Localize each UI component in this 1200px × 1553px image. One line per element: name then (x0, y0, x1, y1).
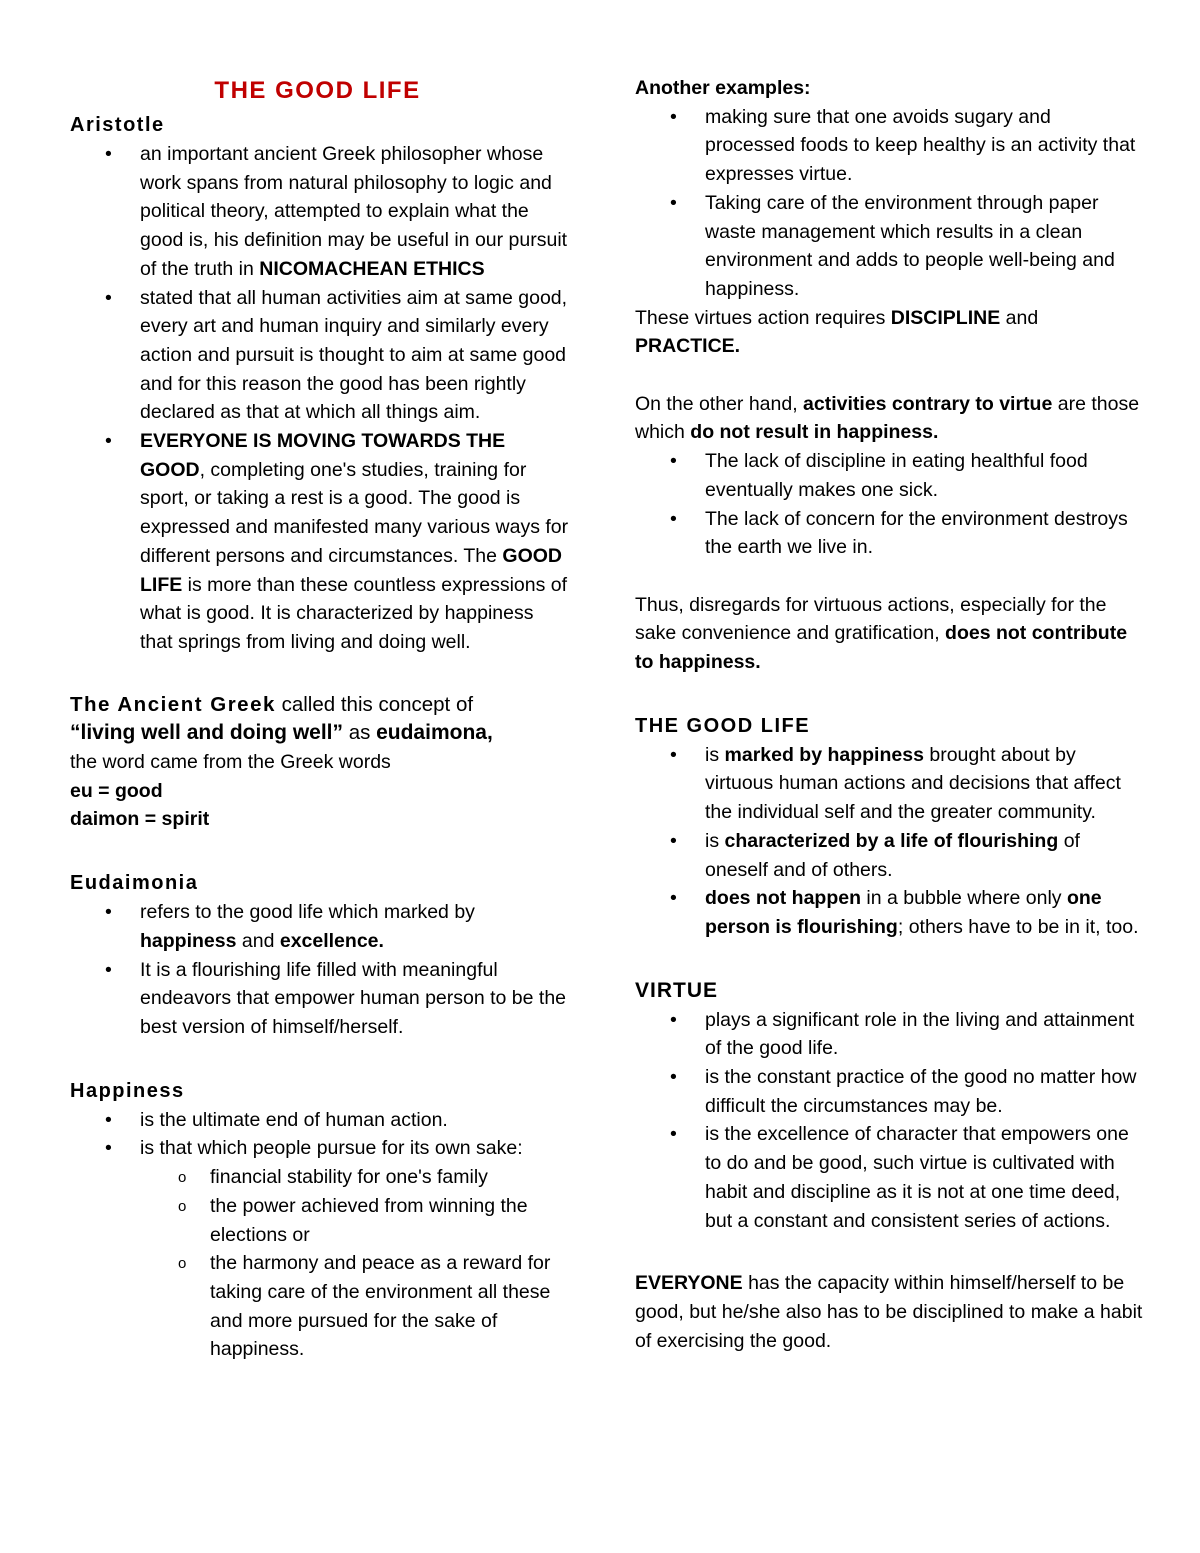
examples-heading: Another examples: (635, 77, 811, 99)
discipline-text: These virtues action requires (635, 306, 886, 329)
contrary-text-2: are those which (635, 392, 1140, 444)
thus-text: Thus, disregards for virtuous actions, especially for the sake convenience and gratification, (635, 593, 1107, 645)
excellence-term: excellence. (279, 929, 384, 952)
list-item (635, 884, 1145, 941)
list-item: • The lack of concern for the environment destroys the earth we live in. (635, 505, 1145, 562)
left-column (70, 74, 570, 1364)
as-word: as (348, 721, 371, 745)
list-item: • making sure that one avoids sugary and processed foods to keep healthy is an activity that expresses virtue. (635, 103, 1145, 189)
aristotle-heading: Aristotle (70, 114, 165, 136)
good-life-bullet-3-text-1: in a bubble where only (866, 887, 1062, 910)
good-life-term: GOOD LIFE (140, 544, 562, 596)
comma: , (486, 721, 493, 745)
eudaimonia-bullet-1-text: refers to the good life which marked by (140, 901, 475, 924)
eudaimonia-heading: Eudaimonia (70, 872, 199, 895)
contrary-text-1: On the other hand, (635, 392, 798, 415)
eu-definition: eu = good (70, 779, 163, 802)
spacer (635, 1235, 1145, 1269)
everyone-paragraph (635, 1269, 1145, 1355)
spacer (70, 657, 570, 691)
eudaimona-term: eudaimona (376, 721, 487, 745)
ancient-greek-text-1: called this concept of (281, 692, 474, 716)
list-item: • The lack of discipline in eating healthful food eventually makes one sick. (635, 447, 1145, 504)
discipline-term: DISCIPLINE (890, 306, 1001, 329)
good-life-bullet-3-text-2: ; others have to be in it, too. (897, 915, 1139, 938)
spacer (70, 834, 570, 868)
spacer (635, 361, 1145, 390)
good-life-heading: THE GOOD LIFE (635, 714, 811, 737)
list-item (70, 956, 570, 1042)
examples-list (635, 103, 1145, 304)
happiness-term: happiness (140, 929, 237, 952)
virtue-heading: VIRTUE (635, 978, 719, 1002)
list-item (70, 427, 570, 657)
right-column (635, 74, 1145, 1355)
aristotle-list (70, 140, 570, 657)
aristotle-bullet-3-text-2: is more than these countless expressions of what is good. It is characterized by happiness that springs from living and doing well. (140, 573, 568, 653)
one-person-term: one person is flourishing (705, 887, 1102, 938)
good-life-bullet-1-text: brought about by virtuous human actions and decisions that affect the individual self and the greater community. (705, 743, 1121, 824)
and-word: and (241, 929, 275, 952)
contrary-list (635, 447, 1145, 562)
ancient-greek-paragraph (70, 691, 570, 748)
list-item: • Taking care of the environment through paper waste management which results in a clean environment and adds to people well-being and happiness. (635, 189, 1145, 304)
spacer (635, 562, 1145, 591)
list-item (635, 741, 1145, 827)
contrary-paragraph (635, 390, 1145, 447)
spacer (635, 942, 1145, 976)
list-item: • is the constant practice of the good no matter how difficult the circumstances may be. (635, 1063, 1145, 1120)
happiness-bullet-1: is the ultimate end of human action. (140, 1108, 448, 1131)
aristotle-bullet-3-text-1: , completing one's studies, training for sport, or taking a rest is a good. The good is expressed and manifested many various ways for different persons and circumstances. The (140, 458, 569, 567)
list-item: • is the excellence of character that empowers one to do and be good, such virtue is cultivated with habit and discipline as it is not at one time deed, but a constant and consistent series of actions. (635, 1120, 1145, 1235)
virtue-list (635, 1006, 1145, 1236)
list-item (70, 140, 570, 284)
aristotle-bullet-1-text: an important ancient Greek philosopher whose work spans from natural philosophy to logic and political theory, attempted to explain what the good is, his definition may be useful in our pursuit of the truth in (140, 143, 568, 280)
and-word: and (1005, 306, 1039, 329)
eudaimonia-list (70, 898, 570, 1042)
practice-term: PRACTICE. (635, 335, 741, 358)
list-item (70, 898, 570, 955)
ancient-greek-lead: The Ancient Greek (70, 692, 276, 716)
everyone-moving-phrase: EVERYONE IS MOVING TOWARDS THE GOOD (140, 430, 506, 481)
spacer (635, 677, 1145, 711)
nicomachean-ethics-term: NICOMACHEAN ETHICS (259, 257, 485, 280)
no-contribution-term: does not contribute to happiness. (635, 622, 1128, 674)
sublist-item: o the power achieved from winning the elections or (70, 1192, 570, 1249)
list-item: • plays a significant role in the living and attainment of the good life. (635, 1006, 1145, 1063)
happiness-bullet-2: is that which people pursue for its own sake: (140, 1137, 523, 1160)
contrary-term: activities contrary to virtue (803, 392, 1053, 415)
sublist-item: o financial stability for one's family (70, 1163, 570, 1192)
is-word: is (705, 743, 720, 766)
good-life-bullet-2-text: of oneself and of others. (705, 829, 1080, 881)
marked-by-happiness-term: marked by happiness (724, 743, 924, 766)
discipline-paragraph (635, 304, 1145, 361)
happiness-list (70, 1106, 570, 1364)
list-item (70, 1106, 570, 1135)
does-not-happen-term: does not happen (705, 887, 861, 910)
thus-paragraph (635, 591, 1145, 677)
is-word: is (705, 829, 720, 852)
happiness-sublist (140, 1163, 570, 1364)
aristotle-bullet-2-text: stated that all human activities aim at same good, every art and human inquiry and similarly every action and pursuit is thought to aim at same good and for this reason the good has been rightly declared as that at which all things aim. (140, 286, 568, 424)
living-well-quote: “living well and doing well” (70, 721, 344, 745)
eudaimonia-bullet-2-text: It is a flourishing life filled with meaningful endeavors that empower human person to be the best version of himself/herself. (140, 958, 567, 1038)
good-life-list (635, 741, 1145, 942)
daimon-definition: daimon = spirit (70, 808, 210, 831)
everyone-text: has the capacity within himself/herself to be good, but he/she also has to be disciplined to make a habit of exercising the good. (635, 1272, 1143, 1352)
spacer (70, 1042, 570, 1076)
list-item (635, 827, 1145, 884)
sublist-item: o the harmony and peace as a reward for taking care of the environment all these and more pursued for the sake of happiness. (70, 1249, 570, 1364)
document-title: THE GOOD LIFE (214, 77, 421, 104)
no-happiness-term: do not result in happiness. (690, 421, 939, 444)
everyone-term: EVERYONE (635, 1272, 743, 1295)
greek-words-line: the word came from the Greek words (70, 751, 391, 774)
list-item (70, 1134, 570, 1364)
happiness-heading: Happiness (70, 1079, 185, 1102)
list-item (70, 284, 570, 428)
flourishing-term: characterized by a life of flourishing (724, 829, 1059, 852)
